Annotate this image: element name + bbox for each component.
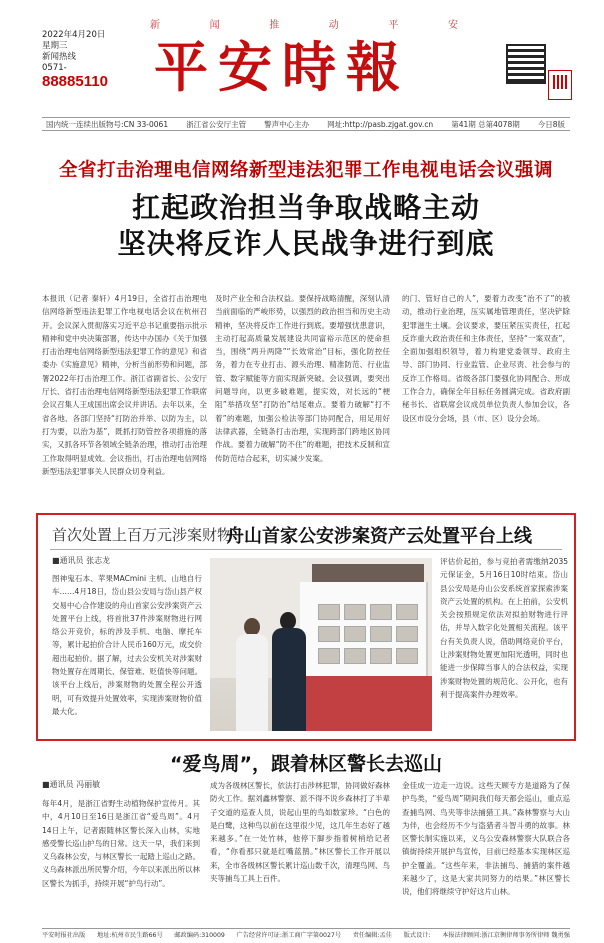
publication-info-bar xyxy=(42,117,570,131)
slogan-char: 安 xyxy=(447,20,460,31)
hotline-number: 88885110 xyxy=(42,73,108,90)
supervisor: 浙江省公安厅主管 xyxy=(186,119,247,129)
lead-column-1: 本报讯（记者 秦轩）4月19日，全省打击治理电信网络新型违法犯罪工作电视电话会议在杭州召开。会议深入贯彻落实习近平总书记重要指示批示精神和党中央决策部署，传达中办国办《关于加强打击治理电信网络新型违法犯罪工作的意见》和省委办《实施意见》精神，分析当前形势和问题，部署2022年打击治理工作。浙江省副省长、公安厅厅长、省打击治理电信网络新型违法犯罪工作联席会议召集人王成国出席会议并讲话。去年以来，全省各地、各部门坚持“打防治并举、以防为主，以打为要，以治为基”，既抓打防管控各项措施的落实，又抓各环节各领域全链条治理，推动打击治理工作取得明显成效。会议指出，打击治理电信网络新型违法犯罪事关人民群众切身利益。 xyxy=(42,294,207,476)
qr-code-icon xyxy=(506,44,546,84)
feature-text-right: 评估价起拍，参与竞拍者需缴纳2035元保证金，5月16日10时结束。岱山县公安局是舟山公安系统首家探索涉案资产云处置的机构。在上拍前，公安机关会按照规定依法对拟拍财物进行评估，并导入数字化处置相关流程。该平台有关负责人说，借助网络竞价平台，让涉案财物处置更加阳光透明，同时也能进一步保障当事人的合法权益，实现涉案财物处置的规范化、公开化，也有利于提高案件办理效率。 xyxy=(440,557,568,699)
second-column-1: 每年4月，是浙江省野生动植物保护宣传月。其中，4月10日至16日是浙江省“爱鸟周”。4月14日上午，记者跟随林区警长深入山林，实地感受警长巡山护鸟的日常。这天一早，我们来到义乌森林公安，与林区警长一起踏上巡山之路。义乌森林派出所民警介绍，今年以来派出所以林区警长为抓手，持续开展“护鸟行动”。 xyxy=(42,799,200,888)
masthead-info xyxy=(42,30,108,90)
feature-box xyxy=(36,513,576,741)
second-article-title: “爱鸟周”，跟着林区警长去巡山 xyxy=(170,753,442,775)
reporter-name: 张志龙 xyxy=(86,556,111,565)
footer-publisher: 平安时报社出版 xyxy=(42,931,86,939)
second-byline xyxy=(42,779,100,790)
slogan-char: 平 xyxy=(388,20,401,31)
app-qr-icon xyxy=(548,70,572,100)
footer-designer: 版式设计: xyxy=(403,931,431,939)
newspaper-title: 平安時報 xyxy=(154,35,410,99)
lead-column-3: 的门、管好自己的人”，要着力改变“治不了”的被动，推动行业治理，压实属地管理责任，坚决铲除犯罪滋生土壤。会议要求，要压紧压实责任，扛起反诈重大政治责任和主体责任，坚持“一案双查”，全面加强组织领导，着力构建党委领导、政府主导、部门协同、行业监管、企业尽责、社会参与的反诈工作格局。省级各部门要强化协同配合、形成工作合力，确保全年目标任务圆满完成。省政府副秘书长、省联席会议成员单位负责人参加会议，各设区市设分会场，县（市、区）设分会场。 xyxy=(402,294,570,423)
slogan-char: 新 xyxy=(150,20,162,31)
footer-legal: 本报法律顾问:浙江京衡律师事务所律师 魏勇强 xyxy=(442,931,570,939)
byline-label: ■通讯员 xyxy=(42,780,74,789)
page-count: 今日8版 xyxy=(537,119,565,129)
feature-photo xyxy=(210,558,432,731)
second-column-2: 成为各级林区警长，依法打击涉林犯罪，协同做好森林防火工作。据刘鑫林警察、派不得不说乡森林打了半辈子交道的巡查人员，说起山里的鸟如数家珍。“白色的是白鹭，这种鸟以前在这里很少见，这几年生态好了越来越多。”在一处竹林，他停下脚步指着树梢给记者看，“你看那只就是红嘴蓝鹊。”林区警长工作开展以来，全市各级林区警长累计巡山数千次，清理鸟网、鸟夹等捕鸟工具上百件。 xyxy=(210,781,390,884)
footer-bar xyxy=(42,928,570,939)
byline-label: ■通讯员 xyxy=(52,556,84,565)
slogan-char: 推 xyxy=(269,20,282,31)
footer-editor: 责任编辑:孟佳 xyxy=(352,931,392,939)
feature-text-left: 图神鬼石本、苹果MACmini 主机、山地自行车……4月18日，岱山县公安局与岱山县产权交易中心合作建设的舟山首家公安涉案资产云处置平台上线，将首批37件涉案财物进行网络公开竞价，标的涉及手机、电脑、摩托车等，累计起拍价合计人民币160万元，成交价超出起拍价。据了解，过去公安机关对涉案财物处置存在周期长、保管难、贬值快等问题。该平台上线后，涉案财物的处置全程公开透明，可有效提升处置效率，实现涉案财物价值最大化。 xyxy=(52,574,202,716)
footer-address: 地址:杭州市民生路66号 xyxy=(97,931,163,939)
feature-kicker: 首次处置上百万元涉案财物 xyxy=(52,526,233,544)
slogan-char: 动 xyxy=(328,20,341,31)
feature-title: 舟山首家公安涉案资产云处置平台上线 xyxy=(226,526,532,547)
cn-number: 国内统一连续出版物号:CN 33-0061 xyxy=(46,119,169,129)
area-code: 0571- xyxy=(42,63,67,73)
website[interactable]: 网址:http://pasb.zjgat.gov.cn xyxy=(327,119,434,129)
issue-date: 2022年4月20日 xyxy=(42,30,106,40)
lead-subtitle: 全省打击治理电信网络新型违法犯罪工作电视电话会议强调 xyxy=(58,160,553,181)
lead-column-2: 及时产业全和合法权益。要保持战略清醒，深刻认清当前面临的严峻形势，以强烈的政治担当和历史主动精神，坚决将反诈工作进行到底。要增强忧患意识，主动打起高质量发展建设共同富裕示范区的使命担当，围绕“两升两降”“长效常治”目标，强化防控任务，着力在专业打击、源头治理、精准防范、行业监管、数字赋能等方面实现新突破。会议强调，要突出问题导向，以更多破难题，提实效，对长远的“梗阻”举措攻坚“打防治”结尾难点。要着力破解“打不着”的难题，加强公检法等部门协同配合，用足用好法律武器，全链条打击治理，实现跨部门跨地区协同作战。要着力破解“防不住”的难题，把技术反制和宣传防范结合起来，切实减少发案。 xyxy=(215,294,390,463)
second-column-3: 金佳成一边走一边说。这些天顾专方是道路为了保护鸟类，“爱鸟周”期间我们每天都会巡山，重点巡查捕鸟网、鸟夹等非法捕猎工具。”森林警察与大山为伴，也会经历不少与盗猎者斗智斗勇的故事。林区警长制实施以来，义乌公安森林警察大队联合各镇街持续开展护鸟宣传，目前已经基本实现林区巡护全覆盖。“这些年来，非法捕鸟、捕猎的案件越来越少了，这是大家共同努力的结果。”林区警长说，他们将继续守护好这片山林。 xyxy=(402,781,570,897)
reporter-name: 冯丽敏 xyxy=(76,780,101,789)
slogan-bar xyxy=(150,16,460,31)
hotline-label: 新闻热线 xyxy=(42,52,77,62)
divider xyxy=(50,549,562,550)
lead-title-line2: 坚决将反诈人民战争进行到底 xyxy=(117,227,495,260)
weekday: 星期三 xyxy=(42,41,68,51)
lead-title-line1: 扛起政治担当争取战略主动 xyxy=(131,191,480,224)
footer-postcode: 邮政编码:310009 xyxy=(174,931,225,939)
slogan-char: 闻 xyxy=(209,20,222,31)
issue-number: 第41期 总第4078期 xyxy=(451,119,520,129)
feature-byline xyxy=(52,555,110,566)
sponsor: 警声中心主办 xyxy=(264,119,310,129)
footer-ad-license: 广告经营许可证:浙工商广字第0027号 xyxy=(236,931,342,939)
